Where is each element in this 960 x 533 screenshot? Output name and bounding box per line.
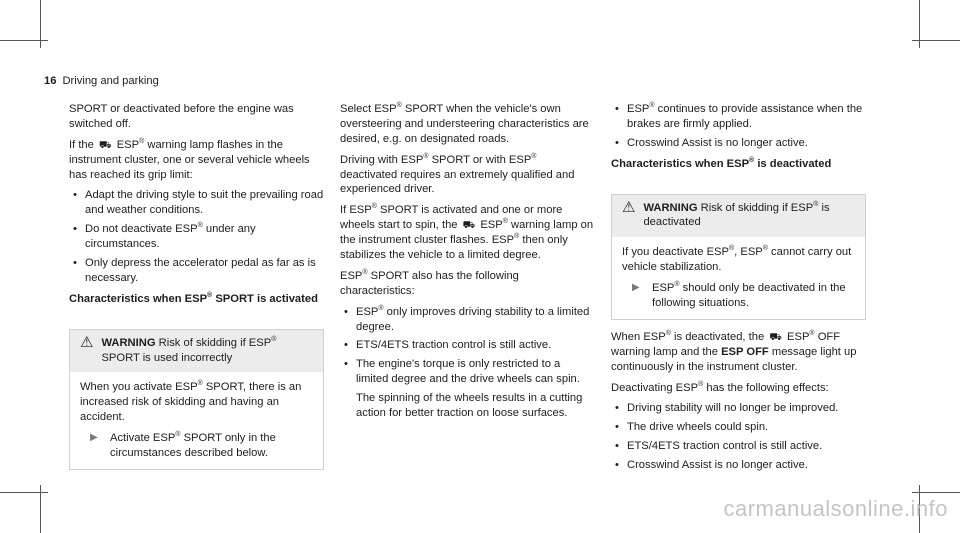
list-item: • The drive wheels could spin.	[611, 420, 866, 435]
car-skid-icon: ⛟	[462, 220, 476, 232]
paragraph: Deactivating ESP® has the following effects:	[611, 380, 829, 394]
list-item: • Only depress the accelerator pedal as far as is necessary.	[69, 256, 324, 286]
bullet-list	[69, 188, 324, 285]
bullet-list	[611, 401, 866, 473]
list-item: • Adapt the driving style to suit the prevailing road and weather conditions.	[69, 188, 324, 218]
list-item: • Do not deactivate ESP® under any circumstances.	[69, 222, 324, 252]
instruction: ▶ Activate ESP® SPORT only in the circumstances described below.	[90, 431, 276, 460]
warning-triangle-icon: ⚠	[80, 333, 94, 351]
paragraph: If the ⛟ ESP® warning lamp flashes in the instrument cluster, one or several vehicle wheels has reached its grip limit:	[69, 137, 310, 181]
paragraph: If ESP® SPORT is activated and one or more wheels start to spin, the ⛟ ESP® warning lamp on the instrument cluster flashes. ESP® then only stabilizes the vehicle to a limited degree.	[340, 203, 594, 262]
warning-body: When you activate ESP® SPORT, there is an increased risk of skidding and having an accident. ▶ Activate ESP® SPORT only in the circumstances described below.	[70, 372, 323, 468]
crop-mark	[912, 40, 960, 41]
column-2	[340, 102, 595, 427]
warning-header: ⚠ WARNING Risk of skidding if ESP® is deactivated	[612, 195, 865, 238]
page-header	[44, 74, 159, 89]
paragraph: Select ESP® SPORT when the vehicle's own oversteering and understeering characteristics are desired, e.g. on designated roads.	[340, 102, 589, 145]
column-1	[69, 102, 324, 470]
arrow-right-icon: ▶	[90, 432, 98, 444]
section-title: Driving and parking	[62, 75, 159, 87]
warning-triangle-icon: ⚠	[622, 198, 636, 216]
column-3	[611, 102, 866, 479]
section-heading: Characteristics when ESP® is deactivated	[611, 156, 832, 170]
list-item: • Crosswind Assist is no longer active.	[611, 458, 866, 473]
warning-box	[69, 329, 324, 470]
paragraph: Driving with ESP® SPORT or with ESP® deactivated requires an extremely qualified and experienced driver.	[340, 152, 575, 196]
bullet-list	[611, 102, 866, 151]
list-item: • ESP® continues to provide assistance when the brakes are firmly applied.	[611, 102, 866, 132]
list-item: • The engine's torque is only restricted to a limited degree and the drive wheels can spin. The spinning of the wheels results in a cutting action for better traction on loose surfaces.	[340, 357, 595, 421]
esp-off-icon: ⛟	[769, 331, 782, 343]
crop-mark	[0, 492, 48, 493]
list-item: • Driving stability will no longer be improved.	[611, 401, 866, 416]
warning-body: If you deactivate ESP®, ESP® cannot carry out vehicle stabilization. ▶ ESP® should only be deactivated in the following situations.	[612, 237, 865, 319]
watermark: carmanualsonline.info	[723, 495, 948, 521]
list-item: • ETS/4ETS traction control is still active.	[340, 338, 595, 353]
list-item: • ESP® only improves driving stability to a limited degree.	[340, 305, 595, 335]
paragraph: When ESP® is deactivated, the ⛟ ESP® OFF warning lamp and the ESP OFF message light up continuously in the instrument cluster.	[611, 329, 857, 373]
paragraph: ESP® SPORT also has the following characteristics:	[340, 268, 519, 297]
arrow-right-icon: ▶	[632, 282, 640, 294]
list-item: • ETS/4ETS traction control is still active.	[611, 439, 866, 454]
warning-header: ⚠ WARNING Risk of skidding if ESP® SPORT is used incorrectly	[70, 330, 323, 373]
car-skid-icon: ⛟	[99, 139, 112, 151]
bullet-list	[340, 305, 595, 421]
instruction: ▶ ESP® should only be deactivated in the following situations.	[632, 281, 846, 310]
section-heading: Characteristics when ESP® SPORT is activated	[69, 291, 318, 305]
warning-title: WARNING	[101, 336, 156, 349]
crop-mark	[0, 40, 48, 41]
paragraph: SPORT or deactivated before the engine was switched off.	[69, 103, 294, 130]
warning-box	[611, 194, 866, 320]
list-item: • Crosswind Assist is no longer active.	[611, 136, 866, 151]
warning-title: WARNING	[643, 201, 698, 214]
page-number: 16	[44, 75, 57, 87]
